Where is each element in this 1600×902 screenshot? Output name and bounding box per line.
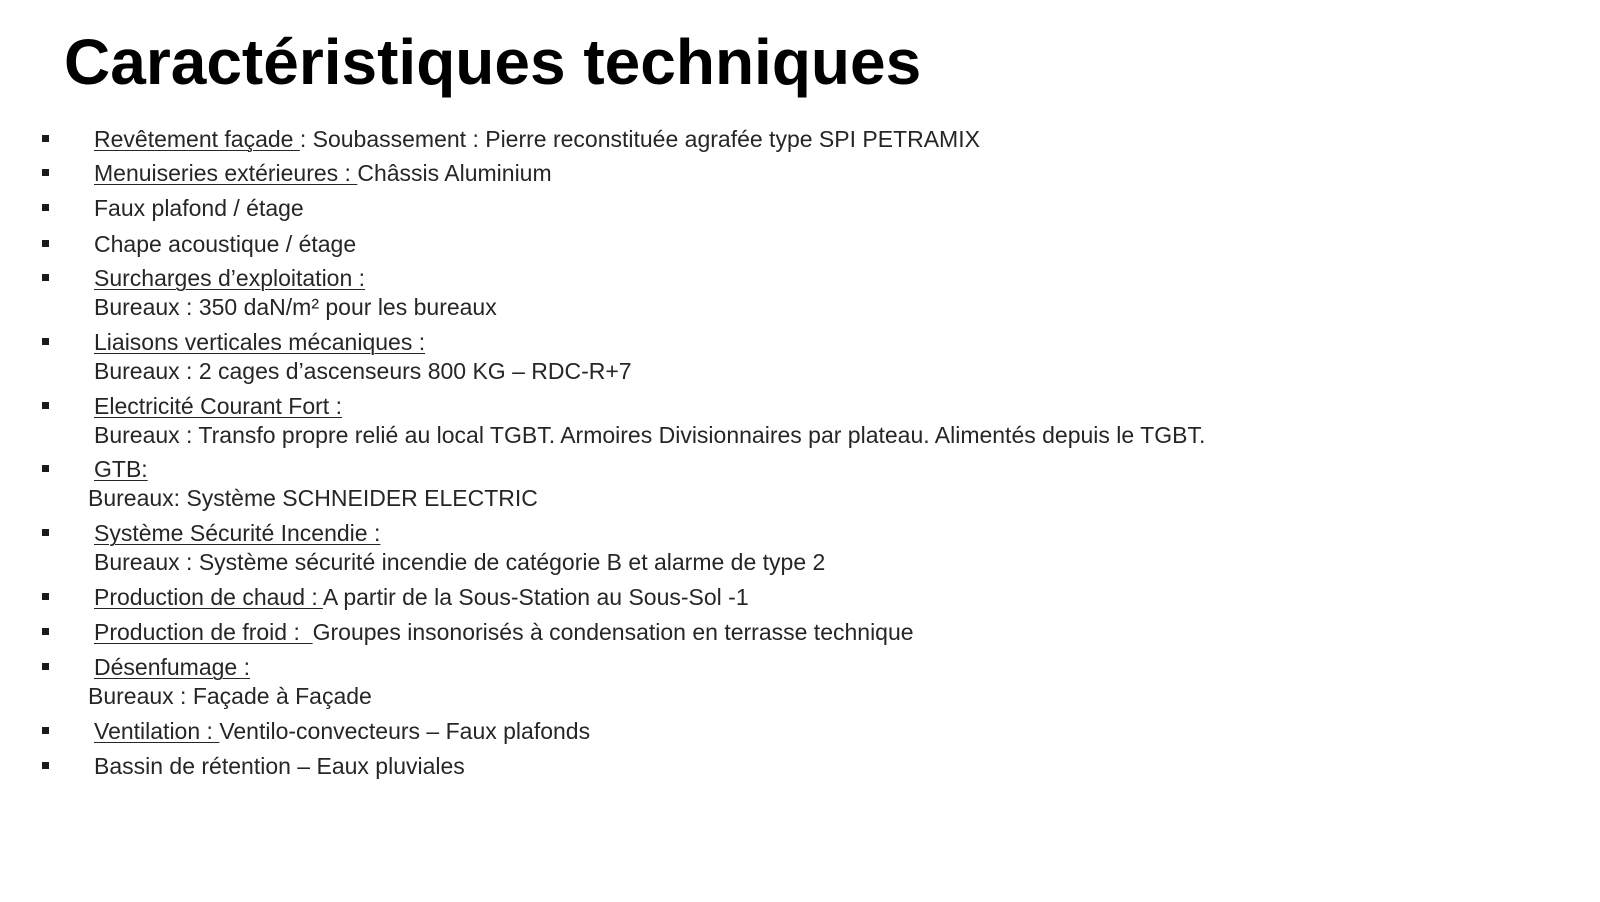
item-line xyxy=(94,229,356,259)
square-bullet-icon xyxy=(42,762,49,769)
item-label: Production de froid : xyxy=(94,619,313,645)
item-label: Electricité Courant Fort : xyxy=(94,393,342,419)
square-bullet-icon xyxy=(42,402,49,409)
item-text: : Soubassement : Pierre reconstituée agrafée type SPI PETRAMIX xyxy=(299,126,980,152)
square-bullet-icon xyxy=(42,274,49,281)
item-label: Désenfumage : xyxy=(94,654,250,680)
item-line xyxy=(94,652,250,682)
square-bullet-icon xyxy=(42,338,49,345)
square-bullet-icon xyxy=(42,204,49,211)
item-line xyxy=(94,617,914,647)
page-title: Caractéristiques techniques xyxy=(64,26,922,98)
item-line xyxy=(94,518,380,548)
square-bullet-icon xyxy=(42,663,49,670)
item-line xyxy=(94,716,590,746)
square-bullet-icon xyxy=(42,465,49,472)
item-label: Système Sécurité Incendie : xyxy=(94,520,381,546)
square-bullet-icon xyxy=(42,240,49,247)
item-line xyxy=(94,193,304,223)
item-text: A partir de la Sous-Station au Sous-Sol -1 xyxy=(322,584,749,610)
item-line xyxy=(94,124,980,154)
item-detail: Bureaux : Façade à Façade xyxy=(88,683,372,709)
item-text: Châssis Aluminium xyxy=(357,160,552,186)
item-line xyxy=(94,454,148,484)
item-detail: Bureaux : Système sécurité incendie de catégorie B et alarme de type 2 xyxy=(94,549,826,575)
item-text: Faux plafond / étage xyxy=(94,195,304,221)
item-detail: Bureaux: Système SCHNEIDER ELECTRIC xyxy=(88,485,538,511)
item-detail: Bureaux : Transfo propre relié au local TGBT. Armoires Divisionnaires par plateau. Alimentés depuis le TGBT. xyxy=(94,422,1206,448)
item-label: Menuiseries extérieures : xyxy=(94,160,358,186)
item-label: Revêtement façade xyxy=(94,126,300,152)
item-label: Production de chaud : xyxy=(94,584,323,610)
item-label: Surcharges d’exploitation : xyxy=(94,265,366,291)
item-line xyxy=(94,582,749,612)
item-line xyxy=(94,263,365,293)
item-label: Ventilation : xyxy=(94,718,220,744)
item-line xyxy=(94,391,342,421)
square-bullet-icon xyxy=(42,529,49,536)
square-bullet-icon xyxy=(42,593,49,600)
square-bullet-icon xyxy=(42,169,49,176)
item-line xyxy=(94,327,425,357)
square-bullet-icon xyxy=(42,628,49,635)
square-bullet-icon xyxy=(42,727,49,734)
item-detail: Bureaux : 2 cages d’ascenseurs 800 KG – RDC-R+7 xyxy=(94,358,632,384)
square-bullet-icon xyxy=(42,135,49,142)
item-text: Chape acoustique / étage xyxy=(94,231,357,257)
item-detail: Bureaux : 350 daN/m² pour les bureaux xyxy=(94,294,497,320)
item-text: Groupes insonorisés à condensation en terrasse technique xyxy=(312,619,914,645)
item-label: Liaisons verticales mécaniques : xyxy=(94,329,426,355)
item-line xyxy=(94,158,552,188)
item-text: Bassin de rétention – Eaux pluviales xyxy=(94,753,465,779)
item-text: Ventilo-convecteurs – Faux plafonds xyxy=(219,718,591,744)
item-line xyxy=(94,751,465,781)
item-label: GTB: xyxy=(94,456,148,482)
